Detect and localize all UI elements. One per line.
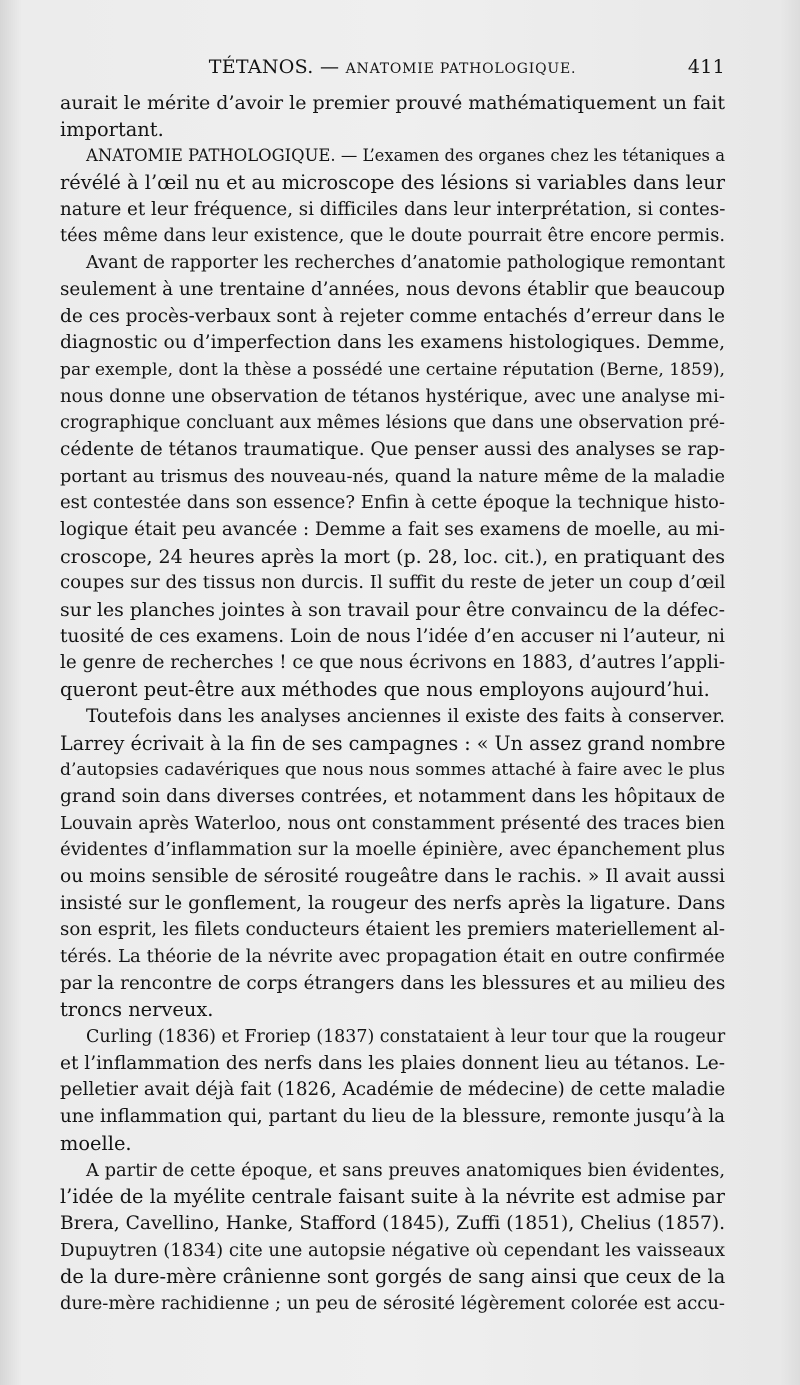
- text-line: évidentes d’inflammation sur la moelle épinière, avec épanchement plus: [60, 839, 725, 861]
- text-line: aurait le mérite d’avoir le premier prouvé mathématiquement un fait: [60, 92, 725, 114]
- text-line: diagnostic ou d’imperfection dans les examens histologiques. Demme,: [60, 332, 725, 354]
- text-line: portant au trismus des nouveau-nés, quand la nature même de la maladie: [60, 466, 726, 487]
- text-line: important.: [60, 117, 164, 141]
- text-line: nous donne une observation de tétanos hystérique, avec une analyse mi-: [60, 385, 725, 407]
- text-line: par la rencontre de corps étrangers dans les blessures et au milieu des: [60, 972, 726, 994]
- text-line: ou moins sensible de sérosité rougeâtre dans le rachis. » Il avait aussi: [60, 865, 726, 887]
- text-line: le genre de recherches ! ce que nous écrivons en 1883, d’autres l’appli-: [60, 652, 725, 674]
- running-title-sub: ANATOMIE PATHOLOGIQUE.: [345, 61, 577, 77]
- text-line: Brera, Cavellino, Hanke, Stafford (1845), Zuffi (1851), Chelius (1857).: [60, 1212, 726, 1234]
- text-line: de la dure-mère crânienne sont gorgés de sang ainsi que ceux de la: [60, 1265, 726, 1289]
- text-line: une inflammation qui, partant du lieu de la blessure, remonte jusqu’à la: [60, 1106, 726, 1128]
- text-line: A partir de cette époque, et sans preuves anatomiques bien évidentes,: [86, 1159, 725, 1181]
- running-title-main: TÉTANOS. —: [208, 56, 340, 78]
- text-line: tées même dans leur existence, que le doute pourrait être encore permis.: [60, 225, 725, 247]
- text-line: et l’inflammation des nerfs dans les plaies donnent lieu au tétanos. Le-: [60, 1052, 725, 1074]
- text-line: logique était peu avancée : Demme a fait ses examens de moelle, au mi-: [60, 519, 725, 540]
- text-line: dure-mère rachidienne ; un peu de sérosité légèrement colorée est accu-: [60, 1292, 725, 1314]
- text-line: coupes sur des tissus non durcis. Il suffit du reste de jeter un coup d’œil: [60, 572, 726, 594]
- text-line: Louvain après Waterloo, nous ont constamment présenté des traces bien: [60, 812, 725, 834]
- text-line: sur les planches jointes à son travail pour être convaincu de la défec-: [60, 599, 725, 622]
- text-line: pelletier avait déjà fait (1826, Académie de médecine) de cette maladie: [60, 1079, 726, 1101]
- page-number: 411: [687, 56, 725, 78]
- text-line: queront peut-être aux méthodes que nous employons aujourd’hui.: [60, 678, 710, 702]
- text-line: révélé à l’œil nu et au microscope des lésions si variables dans leur: [60, 171, 725, 195]
- text-line: ANATOMIE PATHOLOGIQUE. — L’examen des organes chez les tétaniques a: [86, 146, 725, 166]
- running-header: [60, 56, 725, 86]
- text-line: l’idée de la myélite centrale faisant suite à la névrite est admise par: [60, 1185, 725, 1209]
- text-line: est contestée dans son essence? Enfin à cette époque la technique histo-: [60, 492, 725, 514]
- text-line: grand soin dans diverses contrées, et notamment dans les hôpitaux de: [60, 785, 726, 807]
- text-line: son esprit, les filets conducteurs étaient les premiers materiellement al-: [60, 919, 725, 941]
- text-line: Dupuytren (1834) cite une autopsie négative où cependant les vaisseaux: [60, 1239, 725, 1261]
- text-line: de ces procès-verbaux sont à rejeter comme entachés d’erreur dans le: [60, 305, 726, 327]
- text-line: d’autopsies cadavériques que nous nous sommes attaché à faire avec le plus: [60, 760, 725, 781]
- text-line: Avant de rapporter les recherches d’anatomie pathologique remontant: [86, 252, 726, 274]
- text-line: crographique concluant aux mêmes lésions que dans une observation pré-: [60, 413, 725, 434]
- text-line: tuosité de ces examens. Loin de nous l’idée d’en accuser ni l’auteur, ni: [60, 625, 725, 647]
- text-line: croscope, 24 heures après la mort (p. 28, loc. cit.), en pratiquant des: [60, 545, 725, 568]
- text-line: insisté sur le gonflement, la rougeur des nerfs après la ligature. Dans: [60, 892, 726, 914]
- text-line: térés. La théorie de la névrite avec propagation était en outre confirmée: [60, 946, 725, 967]
- text-line: Larrey écrivait à la fin de ses campagnes : « Un assez grand nombre: [60, 731, 726, 755]
- text-line: cédente de tétanos traumatique. Que penser aussi des analyses se rap-: [60, 438, 726, 460]
- text-line: moelle.: [60, 1131, 132, 1155]
- body-text: [60, 90, 725, 1318]
- text-line: Toutefois dans les analyses anciennes il existe des faits à conserver.: [86, 705, 725, 727]
- text-line: troncs nerveux.: [60, 998, 214, 1022]
- text-line: Curling (1836) et Froriep (1837) constataient à leur tour que la rougeur: [86, 1027, 726, 1048]
- text-line: par exemple, dont la thèse a possédé une certaine réputation (Berne, 1859),: [60, 359, 725, 380]
- running-title: [60, 56, 725, 78]
- text-line: nature et leur fréquence, si difficiles dans leur interprétation, si contes-: [60, 198, 726, 220]
- text-line: seulement à une trentaine d’années, nous devons établir que beaucoup: [60, 278, 725, 300]
